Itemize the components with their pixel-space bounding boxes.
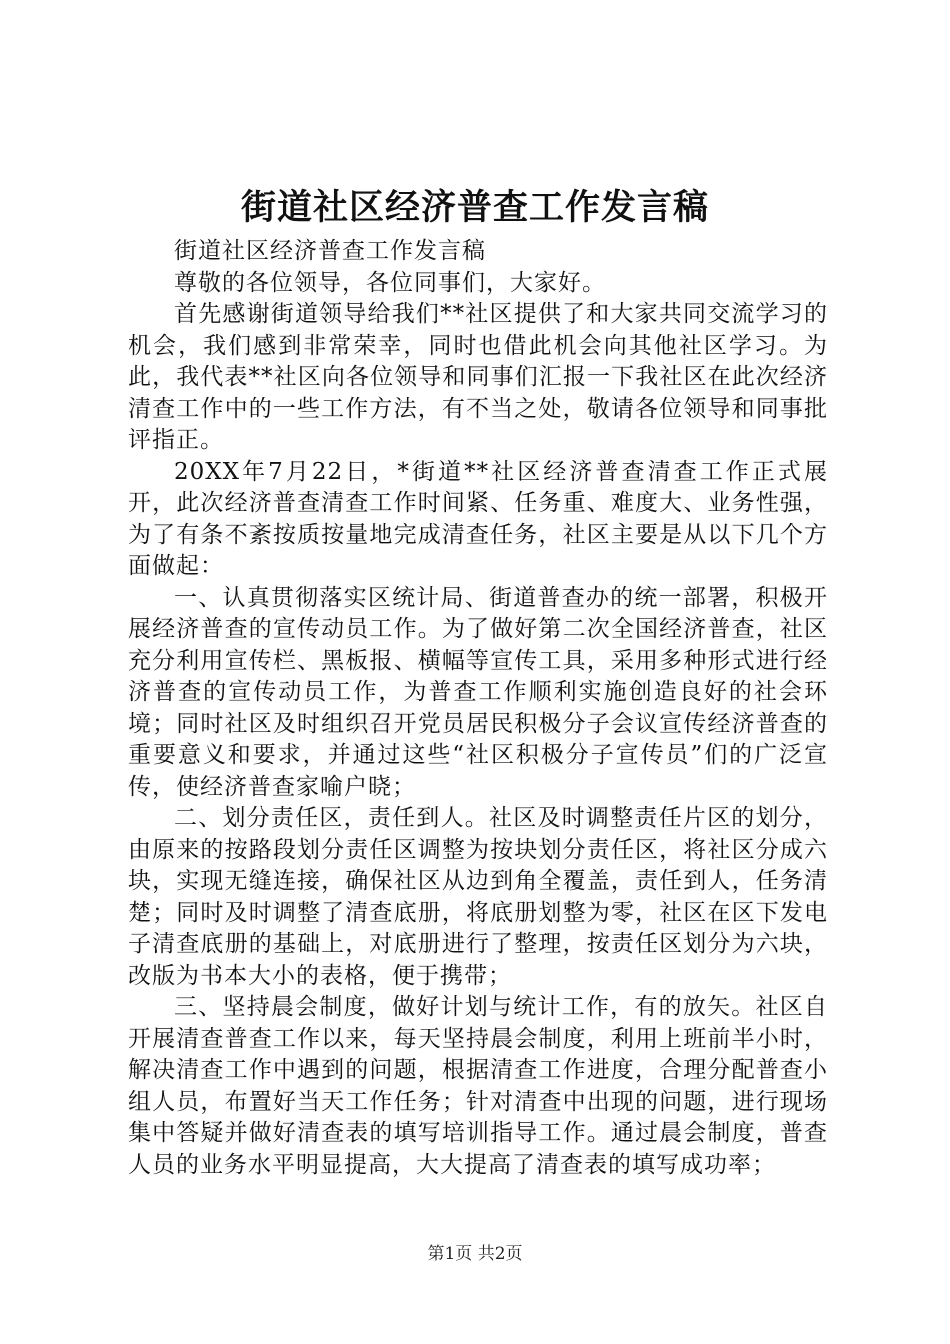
- paragraph-point-two: 二、划分责任区，责任到人。社区及时调整责任片区的划分，由原来的按路段划分责任区调整为按块划分责任区，将社区分成六块，实现无缝连接，确保社区从边到角全覆盖，责任到人，任务清楚；同时及时调整了清查底册，将底册划整为零，社区在区下发电子清查底册的基础上，对底册进行了整理，按责任区划分为六块，改版为书本大小的表格，便于携带；: [128, 805, 828, 989]
- page-number-footer: 第1页 共2页: [427, 1244, 523, 1264]
- paragraph-subtitle: 街道社区经济普查工作发言稿: [174, 238, 486, 264]
- paragraph-greeting: 尊敬的各位领导，各位同事们，大家好。: [174, 269, 606, 296]
- document-title: 街道社区经济普查工作发言稿: [240, 187, 709, 228]
- paragraph-intro: 首先感谢街道领导给我们**社区提供了和大家共同交流学习的机会，我们感到非常荣幸，同时也借此机会向其他社区学习。为此，我代表**社区向各位领导和同事们汇报一下我社区在此次经济清查工作中的一些工作方法，有不当之处，敬请各位领导和同事批评指正。: [128, 301, 828, 453]
- paragraph-point-one: 一、认真贯彻落实区统计局、街道普查办的统一部署，积极开展经济普查的宣传动员工作。为了做好第二次全国经济普查，社区充分利用宣传栏、黑板报、横幅等宣传工具，采用多种形式进行经济普查的宣传动员工作，为普查工作顺利实施创造良好的社会环境；同时社区及时组织召开党员居民积极分子会议宣传经济普查的重要意义和要求，并通过这些“社区积极分子宣传员”们的广泛宣传，使经济普查家喻户晓；: [128, 584, 828, 800]
- paragraph-background: 20XX年7月22日，*街道**社区经济普查清查工作正式展开，此次经济普查清查工作时间紧、任务重、难度大、业务性强，为了有条不紊按质按量地完成清查任务，社区主要是从以下几个方面做起：: [128, 458, 828, 579]
- document-body: [128, 236, 828, 1181]
- paragraph-point-three: 三、坚持晨会制度，做好计划与统计工作，有的放矢。社区自开展清查普查工作以来，每天坚持晨会制度，利用上班前半小时，解决清查工作中遇到的问题，根据清查工作进度，合理分配普查小组人员，布置好当天工作任务；针对清查中出现的问题，进行现场集中答疑并做好清查表的填写培训指导工作。通过晨会制度，普查人员的业务水平明显提高，大大提高了清查表的填写成功率；: [128, 994, 828, 1178]
